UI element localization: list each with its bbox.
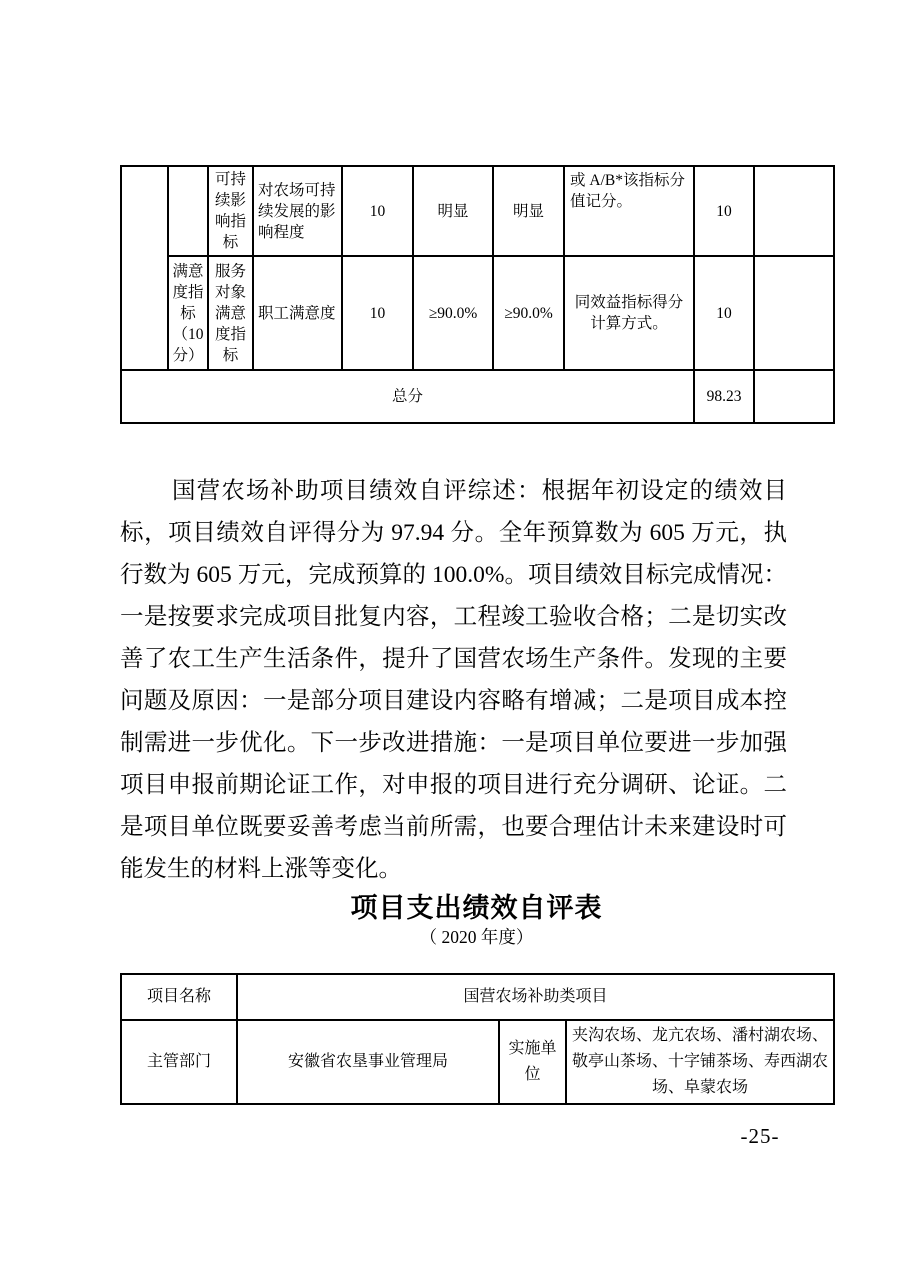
total-score-cell: 98.23 — [694, 370, 754, 423]
sub-category-cell: 服务对象满意度指标 — [208, 256, 253, 370]
department-label-cell: 主管部门 — [121, 1020, 237, 1104]
weight-cell: 10 — [342, 166, 413, 256]
indicator-name-cell: 对农场可持续发展的影响程度 — [253, 166, 342, 256]
category-spacer-cell — [121, 166, 168, 370]
actual-value-cell: ≥90.0% — [493, 256, 564, 370]
score-cell: 10 — [694, 166, 754, 256]
summary-line: 是项目单位既要妥善考虑当前所需，也要合理估计未来建设时可 — [120, 814, 787, 840]
summary-line: 能发生的材料上涨等变化。 — [120, 856, 402, 882]
target-value-cell: ≥90.0% — [413, 256, 493, 370]
remark-cell — [754, 256, 834, 370]
implement-unit-value-cell: 夹沟农场、龙亢农场、潘村湖农场、敬亭山茶场、十字铺茶场、寿西湖农场、阜蒙农场 — [566, 1020, 834, 1104]
summary-line: 一是按要求完成项目批复内容，工程竣工验收合格；二是切实改 — [120, 604, 787, 630]
eval-table-title: 项目支出绩效自评表 — [350, 893, 603, 923]
summary-line: 项目申报前期论证工作，对申报的项目进行充分调研、论证。二 — [120, 772, 787, 798]
target-value-cell: 明显 — [413, 166, 493, 256]
category-cell: 满意度指标（10分） — [168, 256, 208, 370]
scoring-note-cell: 或 A/B*该指标分值记分。 — [564, 166, 694, 256]
project-name-label-cell: 项目名称 — [121, 974, 237, 1020]
eval-table-year-subtitle: （ 2020 年度） — [419, 927, 534, 947]
self-evaluation-summary — [120, 470, 787, 890]
implement-unit-label-cell: 实施单位 — [499, 1020, 566, 1104]
summary-line: 制需进一步优化。下一步改进措施：一是项目单位要进一步加强 — [120, 730, 787, 756]
sub-category-cell: 可持续影响指标 — [208, 166, 253, 256]
project-name-value-cell: 国营农场补助类项目 — [237, 974, 834, 1020]
summary-line: 问题及原因：一是部分项目建设内容略有增减；二是项目成本控 — [120, 688, 787, 714]
summary-line: 国营农场补助项目绩效自评综述：根据年初设定的绩效目 — [172, 478, 787, 504]
scoring-note-cell: 同效益指标得分计算方式。 — [564, 256, 694, 370]
actual-value-cell: 明显 — [493, 166, 564, 256]
weight-cell: 10 — [342, 256, 413, 370]
summary-line: 善了农工生产生活条件，提升了国营农场生产条件。发现的主要 — [120, 646, 787, 672]
department-value-cell: 安徽省农垦事业管理局 — [237, 1020, 499, 1104]
indicator-score-table — [120, 165, 835, 424]
total-remark-cell — [754, 370, 834, 423]
category-cell — [168, 166, 208, 256]
project-self-eval-table — [120, 973, 835, 1105]
indicator-name-cell: 职工满意度 — [253, 256, 342, 370]
total-label-cell: 总分 — [121, 370, 694, 423]
summary-line: 行数为 605 万元，完成预算的 100.0%。项目绩效目标完成情况： — [120, 562, 787, 588]
page-number: -25- — [740, 1124, 780, 1148]
summary-line: 标，项目绩效自评得分为 97.94 分。全年预算数为 605 万元，执 — [120, 520, 787, 546]
remark-cell — [754, 166, 834, 256]
score-cell: 10 — [694, 256, 754, 370]
